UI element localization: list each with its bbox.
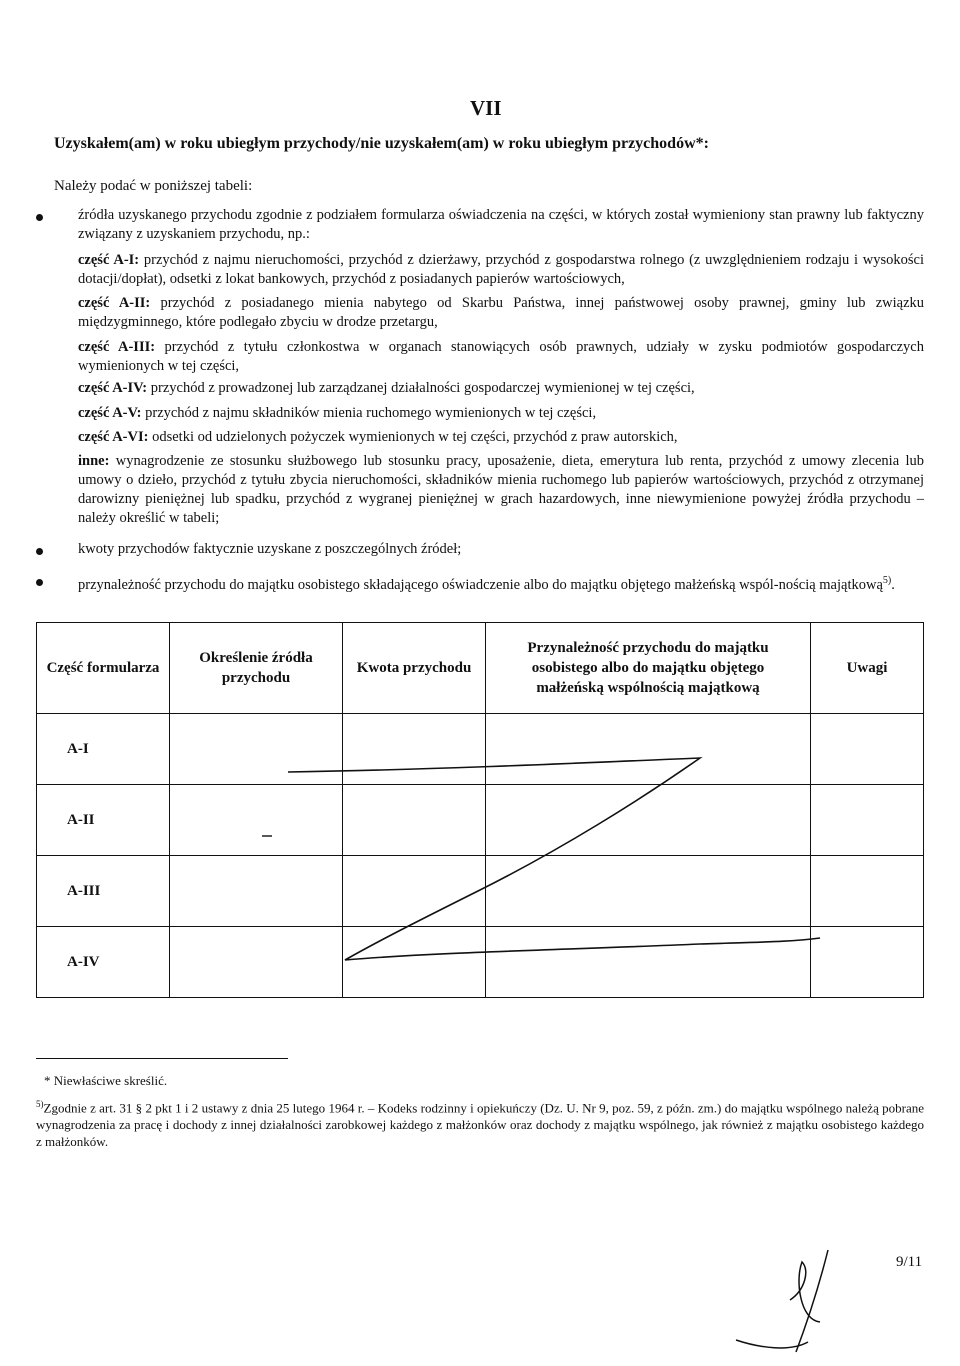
part-label: część A-III: <box>78 339 156 355</box>
row-label: A-II <box>37 785 170 856</box>
part-text: wynagrodzenie ze stosunku służbowego lub stosunku pracy, uposażenie, dieta, emerytura lub renta, przychód z umowy zlecenia lub umowy o dzieło, przychód z tytułu zbycia nieruchomości, składników mienia ruchomego lub papierów wartościowych, przychód z otrzymanej darowizny pieniężnej lub spadku, przychód z wygranej pieniężnej w grach hazardowych, inne niewymienione powyżej źródła przychodu – należy określić w tabeli; <box>78 453 925 526</box>
part-label: inne: <box>78 453 110 469</box>
part-label: część A-I: <box>78 252 140 268</box>
part-label: część A-IV: <box>78 380 148 396</box>
footnote-marker: 5) <box>36 1099 44 1109</box>
section-number: VII <box>470 96 502 120</box>
bullet-amounts: kwoty przychodów faktycznie uzyskane z poszczególnych źródeł; <box>78 541 462 557</box>
intro-text: Należy podać w poniższej tabeli: <box>54 178 253 194</box>
header-part: Część formularza <box>37 623 170 714</box>
row-label: A-IV <box>37 927 170 998</box>
row-label: A-I <box>37 714 170 785</box>
footnote-ref: 5) <box>882 575 892 586</box>
part-text: przychód z najmu składników mienia ruchomego wymienionych w tej części, <box>145 405 597 421</box>
part-text: przychód z posiadanego mienia nabytego od Skarbu Państwa, innej państwowej osoby prawnej, gminy lub związku międzygminnego, które podlegało zbyciu w drodze przetargu, <box>78 295 924 330</box>
footnote-star: * Niewłaściwe skreślić. <box>44 1073 168 1088</box>
header-source: Określenie źródła przychodu <box>170 623 343 714</box>
footnote-separator <box>36 1058 288 1059</box>
header-amount: Kwota przychodu <box>343 623 486 714</box>
footnote-5-text: Zgodnie z art. 31 § 2 pkt 1 i 2 ustawy z dnia 25 lutego 1964 r. – Kodeks rodzinny i opiekuńczy (Dz. U. Nr 9, poz. 59, z późn. zm.) do majątku wspólnego należą pobrane wynagrodzenia za pracę i dochody z innej działalności zarobkowej każdego z małżonków oraz dochody z majątku wspólnego, jak również z majątku osobistego każdego z małżonków. <box>36 1100 924 1150</box>
footnote-5 <box>36 1096 924 1150</box>
row-label: A-III <box>37 856 170 927</box>
bullet-ownership: przynależność przychodu do majątku osobistego składającego oświadczenie albo do majątku objętego małżeńską wspól-nością majątkową$^{5)}$. <box>78 575 895 593</box>
part-label: część A-II: <box>78 295 151 311</box>
part-text: przychód z najmu nieruchomości, przychód z dzierżawy, przychód z gospodarstwa rolnego (z uwzględnieniem rodzaju i wysokości dotacji/dopłat), odsetki z lokat bankowych, przychód z posiadanych papierów wartościowych, <box>78 252 925 287</box>
part-label: część A-V: <box>78 405 142 421</box>
section-heading: Uzyskałem(am) w roku ubiegłym przychody/nie uzyskałem(am) w roku ubiegłym przychodów*: <box>54 135 709 152</box>
part-text: odsetki od udzielonych pożyczek wymienionych w tej części, przychód z praw autorskich, <box>152 429 678 445</box>
page-number: 9/11 <box>896 1254 923 1270</box>
part-text: przychód z prowadzonej lub zarządzanej działalności gospodarczej wymienionej w tej części, <box>150 380 695 396</box>
header-notes: Uwagi <box>811 623 924 714</box>
bullet-source: źródła uzyskanego przychodu zgodnie z podziałem formularza oświadczenia na części, w których został wymieniony stan prawny lub faktyczny związany z uzyskaniem przychodu, np.: <box>78 207 924 242</box>
header-ownership: Przynależność przychodu do majątku osobistego albo do majątku objętego małżeńską wspólnością majątkową <box>486 623 811 714</box>
bullet-ownership-text: przynależność przychodu do majątku osobistego składającego oświadczenie albo do majątku objętego małżeńską wspól-nością majątkową <box>78 576 883 593</box>
part-label: część A-VI: <box>78 429 149 445</box>
part-text: przychód z tytułu członkostwa w organach stanowiących osób prawnych, udziały w zysku podmiotów gospodarczych wymienionych w tej części, <box>78 339 924 374</box>
